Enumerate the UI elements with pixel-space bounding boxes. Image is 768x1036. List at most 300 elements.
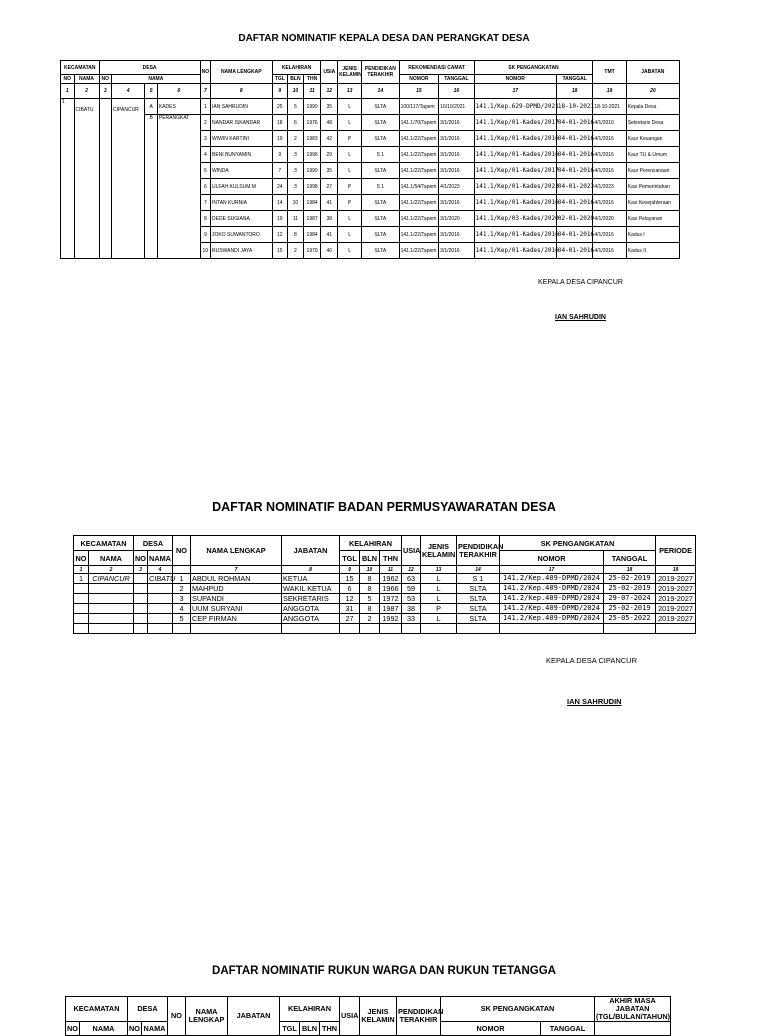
cell-periode: 2019-2027: [656, 594, 696, 604]
col-desa-nama: NAMA: [112, 75, 201, 84]
cell-bln: 2: [360, 614, 380, 624]
cell-sk-no: 141.2/Kep.409-DPMD/2024: [500, 574, 604, 584]
empty-cell: [656, 624, 696, 634]
col-sk-tanggal: TANGGAL: [541, 1022, 595, 1036]
cell-sk-tgl: 04-01-2016: [556, 227, 592, 243]
cell-sk-no: 141.1/Kep/01-Kades/2016: [474, 131, 556, 147]
col-akhir-masa: AKHIR MASA JABATAN (TGL/BULAN/TAHUN): [596, 996, 671, 1021]
col-desa: DESA: [99, 61, 200, 75]
col-bln: BLN: [360, 551, 380, 566]
cell-usia: 63: [402, 574, 421, 584]
row-no: 10: [200, 243, 210, 259]
empty-cell: [148, 604, 173, 614]
empty-cell: [134, 614, 148, 624]
cell-usia: 41: [321, 227, 338, 243]
column-number: 18: [604, 566, 656, 574]
cell-thn: 1984: [303, 227, 321, 243]
table-row: [74, 584, 696, 594]
column-number: 13: [338, 84, 362, 99]
doc1-sign-title: KEPALA DESA CIPANCUR: [538, 279, 623, 286]
rt-rw-table: [65, 996, 671, 1036]
empty-cell: [74, 614, 89, 624]
row-nama: DEDE SUGIANA: [211, 211, 272, 227]
empty-cell: [134, 604, 148, 614]
cell-sk-tgl: 25-02-2019: [604, 584, 656, 594]
col-periode: PERIODE: [656, 536, 696, 566]
row-nama: BENI BUNYAMIN: [211, 147, 272, 163]
cell-jk: L: [421, 614, 457, 624]
column-number: 5: [145, 84, 158, 99]
empty-cell: [148, 624, 173, 634]
cell-jabatan: Kaur Perencanaan: [626, 163, 679, 179]
column-number: 11: [380, 566, 402, 574]
col-kelahiran: KELAHIRAN: [280, 997, 340, 1022]
cell-tgl: 19: [272, 131, 288, 147]
group-label: PERANGKAT: [157, 115, 200, 259]
col-tmt: TMT: [593, 61, 626, 84]
desa-nama: CIBATU: [149, 574, 176, 583]
col-desa-nama: NAMA: [142, 1022, 168, 1036]
cell-sk-no: 141.2/Kep.409-DPMD/2024: [500, 594, 604, 604]
cell-pend: SLTA: [362, 99, 400, 115]
cell-rek-no: 141.1/22/Tapem: [399, 163, 439, 179]
cell-usia: 46: [321, 243, 338, 259]
cell-pend: SLTA: [362, 163, 400, 179]
cell-sk-no: 141.2/Kep.409-DPMD/2024: [500, 614, 604, 624]
group-letter: A: [145, 99, 158, 115]
cell-no: 3: [173, 594, 191, 604]
cell-thn: 1984: [303, 195, 321, 211]
empty-cell: [89, 624, 134, 634]
cell-thn: 1979: [303, 243, 321, 259]
col-sk: SK PENGANGKATAN: [500, 536, 656, 551]
column-number: 11: [303, 84, 321, 99]
cell-jabatan: SEKRETARIS: [282, 594, 340, 604]
column-number: 19: [656, 566, 696, 574]
empty-cell: [191, 624, 282, 634]
cell-periode: 2019-2027: [656, 604, 696, 614]
cell-tgl: 15: [272, 243, 288, 259]
col-tgl: TGL: [272, 75, 288, 84]
col-desa-no: NO: [128, 1022, 142, 1036]
cell-sk-no: 141.1/Kep/01-Kades/2017: [474, 163, 556, 179]
col-pendidikan: PENDIDIKAN TERAKHIR: [362, 61, 400, 84]
cell-jk: L: [338, 147, 362, 163]
cell-tgl: 15: [340, 574, 360, 584]
cell-rek-tgl: 3/1/2016: [439, 163, 474, 179]
cell-sk-no: 141.1/Kep/01-Kades/2016: [474, 195, 556, 211]
cell-pend: SLTA: [362, 211, 400, 227]
cell-rek-no: 141.1/22/Tapem: [399, 131, 439, 147]
cell-nama: SUPANDI: [191, 594, 282, 604]
cell-jk: L: [421, 594, 457, 604]
row-no: 5: [200, 163, 210, 179]
cell-bln: 8: [288, 227, 304, 243]
cell-bln: 5: [360, 594, 380, 604]
column-number: 10: [360, 566, 380, 574]
empty-cell: [74, 584, 89, 594]
cell-thn: 1992: [380, 614, 402, 624]
row-no: 6: [200, 179, 210, 195]
row-nama: RUSWANDI JAYA: [211, 243, 272, 259]
empty-cell: [380, 624, 402, 634]
column-number: 2: [74, 84, 99, 99]
col-kec-no: NO: [74, 551, 89, 566]
cell-rek-no: 141.1/22/Tapem: [399, 243, 439, 259]
cell-jk: L: [338, 99, 362, 115]
column-number: 9: [272, 84, 288, 99]
col-pendidikan: PENDIDIKAN TERAKHIR: [457, 536, 500, 566]
cell-sk-no: 141.1/Kep.629-DPMD/2021: [474, 99, 556, 115]
empty-cell: [74, 594, 89, 604]
cell-rek-tgl: 16/10/2021: [439, 99, 474, 115]
perangkat-desa-table: [60, 60, 680, 259]
cell-tgl: 24: [272, 179, 288, 195]
cell-pend: S 1: [457, 574, 500, 584]
col-jenis-kelamin: JENIS KELAMIN: [421, 536, 457, 566]
column-number: 7: [200, 84, 210, 99]
cell-thn: 1983: [303, 131, 321, 147]
col-kec-nama: NAMA: [80, 1022, 128, 1036]
row-no: 8: [200, 211, 210, 227]
cell-nama: UUM SURYANI: [191, 604, 282, 614]
empty-cell: [89, 594, 134, 604]
col-jabatan: JABATAN: [282, 536, 340, 566]
col-jabatan: JABATAN: [228, 997, 280, 1036]
col-jabatan: JABATAN: [626, 61, 679, 84]
empty-cell: [421, 624, 457, 634]
cell-jabatan: KETUA: [282, 574, 340, 584]
cell-pend: SLTA: [362, 131, 400, 147]
cell-usia: 33: [402, 614, 421, 624]
cell-no: 2: [173, 584, 191, 594]
column-number: 8: [282, 566, 340, 574]
cell-sk-tgl: 04-01-2016: [556, 163, 592, 179]
column-number: 14: [457, 566, 500, 574]
kecamatan-no: 1: [74, 574, 89, 584]
cell-pend: SLTA: [362, 243, 400, 259]
table-row: [74, 574, 696, 584]
col-jenis-kelamin: JENIS KELAMIN: [338, 61, 362, 84]
cell-pend: SLTA: [457, 594, 500, 604]
col-pendidikan: PENDIDIKAN TERAKHIR: [397, 997, 441, 1036]
kecamatan-nama: CIPANCUR: [89, 574, 134, 584]
cell-sk-tgl: 18-10-2021: [556, 99, 592, 115]
cell-tmt: 4/1/2016: [593, 147, 626, 163]
col-nama-lengkap: NAMA LENGKAP: [191, 536, 282, 566]
doc2-sign-name: IAN SAHRUDIN: [567, 697, 622, 706]
row-no: 4: [200, 147, 210, 163]
cell-tgl: 18: [272, 115, 288, 131]
column-number: 3: [99, 84, 112, 99]
cell-rek-no: 100/117/Tapem: [399, 99, 439, 115]
table-row: [61, 99, 680, 115]
empty-cell: [74, 624, 89, 634]
cell-jk: L: [338, 163, 362, 179]
col-desa: DESA: [134, 536, 173, 551]
row-no: 2: [200, 115, 210, 131]
empty-cell: [134, 624, 148, 634]
cell-sk-no: 141.1/Kep/03-Kades/2020: [474, 211, 556, 227]
cell-rek-tgl: 3/1/2016: [439, 115, 474, 131]
row-nama: WIWIN KARTINI: [211, 131, 272, 147]
cell-thn: 1972: [380, 594, 402, 604]
column-number: 1: [61, 84, 75, 99]
row-nama: INTAN KURNIA: [211, 195, 272, 211]
cell-jabatan: Sekretaris Desa: [626, 115, 679, 131]
col-rek-nomor: NOMOR: [399, 75, 439, 84]
cell-bln: 8: [360, 604, 380, 614]
cell-bln: 3: [288, 163, 304, 179]
row-no: 9: [200, 227, 210, 243]
cell-thn: 1966: [380, 584, 402, 594]
doc3-title: DAFTAR NOMINATIF RUKUN WARGA DAN RUKUN TETANGGA: [212, 965, 556, 977]
empty-cell: [134, 594, 148, 604]
empty-cell: [89, 584, 134, 594]
column-number: 8: [211, 84, 272, 99]
cell-rek-no: 141.1/22/Tapem: [399, 147, 439, 163]
cell-pend: SLTA: [457, 584, 500, 594]
cell-jk: P: [338, 131, 362, 147]
cell-jk: L: [338, 115, 362, 131]
cell-sk-no: 141.1/Kep/01-Kades/2016: [474, 227, 556, 243]
cell-jabatan: Kasi Pelayanan: [626, 211, 679, 227]
col-tgl: TGL: [340, 551, 360, 566]
table-row: [74, 604, 696, 614]
column-number: 10: [288, 84, 304, 99]
group-letter: B: [145, 115, 158, 259]
cell-jabatan: Kadus I: [626, 227, 679, 243]
cell-tgl: 9: [272, 147, 288, 163]
table-row-empty: [74, 624, 696, 634]
col-usia: USIA: [340, 997, 360, 1036]
cell-nama: CEP FIRMAN: [191, 614, 282, 624]
cell-no: 1: [173, 574, 191, 584]
col-nama-lengkap: NAMA LENGKAP: [211, 61, 272, 84]
empty-cell: [282, 624, 340, 634]
empty-cell: [500, 624, 604, 634]
cell-tgl: 6: [340, 584, 360, 594]
col-no: NO: [200, 61, 210, 84]
doc1-sign-name: IAN SAHRUDIN: [555, 314, 606, 321]
cell-tgl: 31: [340, 604, 360, 614]
col-desa-no: NO: [99, 75, 112, 84]
cell-sk-tgl: 25-05-2022: [604, 614, 656, 624]
cell-periode: 2019-2027: [656, 584, 696, 594]
desa-nama: CIPANCUR: [112, 99, 145, 259]
cell-thn: 1976: [303, 115, 321, 131]
column-number: 12: [321, 84, 338, 99]
cell-sk-no: 141.1/Kep/01-Kades/2017: [474, 115, 556, 131]
column-number: 19: [593, 84, 626, 99]
col-sk-nomor: NOMOR: [441, 1022, 541, 1036]
table-row: [74, 594, 696, 604]
cell-rek-tgl: 4/1/2023: [439, 179, 474, 195]
cell-tgl: 19: [272, 211, 288, 227]
col-kecamatan: KECAMATAN: [74, 536, 134, 551]
cell-sk-tgl: 04-01-2016: [556, 243, 592, 259]
empty-cell: [360, 624, 380, 634]
col-desa-no: NO: [134, 551, 148, 566]
column-number: 15: [399, 84, 439, 99]
col-kec-nama: NAMA: [89, 551, 134, 566]
column-number: 4: [112, 84, 145, 99]
empty-cell: [340, 624, 360, 634]
col-desa: DESA: [128, 997, 168, 1022]
cell-jk: L: [338, 243, 362, 259]
column-number: 18: [556, 84, 592, 99]
cell-bln: 11: [288, 211, 304, 227]
empty-cell: [148, 594, 173, 604]
col-sk-nomor: NOMOR: [500, 551, 604, 566]
cell-bln: 5: [288, 99, 304, 115]
cell-sk-tgl: 29-07-2024: [604, 594, 656, 604]
kecamatan-no: 1: [61, 99, 75, 259]
cell-periode: 2019-2027: [656, 614, 696, 624]
column-number: 9: [340, 566, 360, 574]
cell-sk-no: 141.1/Kep/01-Kades/2016: [474, 147, 556, 163]
col-kec-no: NO: [66, 1022, 80, 1036]
cell-usia: 59: [402, 584, 421, 594]
cell-jabatan: WAKIL KETUA: [282, 584, 340, 594]
table-row: [74, 614, 696, 624]
column-number: 14: [362, 84, 400, 99]
cell-tmt: 4/1/2016: [593, 243, 626, 259]
cell-usia: 42: [321, 131, 338, 147]
col-kelahiran: KELAHIRAN: [272, 61, 321, 75]
row-no: 3: [200, 131, 210, 147]
cell-usia: 48: [321, 115, 338, 131]
cell-tgl: 12: [340, 594, 360, 604]
cell-bln: 3: [288, 147, 304, 163]
cell-tmt: 4/1/2023: [593, 179, 626, 195]
col-thn: THN: [380, 551, 402, 566]
desa-no: [134, 574, 148, 584]
cell-jabatan: Kadus II: [626, 243, 679, 259]
col-rek-tanggal: TANGGAL: [439, 75, 474, 84]
cell-sk-no: 141.1/Kep/01-Kades/2016: [474, 243, 556, 259]
cell-usia: 35: [321, 99, 338, 115]
col-usia: USIA: [402, 536, 421, 566]
column-number: 6: [157, 84, 200, 99]
cell-thn: 1990: [303, 163, 321, 179]
cell-bln: 3: [288, 179, 304, 195]
cell-nama: ABDUL ROHMAN: [191, 574, 282, 584]
empty-cell: [89, 604, 134, 614]
cell-tgl: 7: [272, 163, 288, 179]
bpd-table: [73, 535, 696, 634]
cell-bln: 2: [288, 131, 304, 147]
cell-sk-no: 141.2/Kep.409-DPMD/2024: [500, 584, 604, 594]
cell-sk-tgl: 02-01-2020: [556, 211, 592, 227]
cell-jk: L: [421, 584, 457, 594]
col-rekomendasi: REKOMENDASI CAMAT: [399, 61, 474, 75]
cell-bln: 2: [288, 243, 304, 259]
cell-sk-tgl: 04-01-2016: [556, 195, 592, 211]
column-number-row: [61, 84, 680, 99]
col-usia: USIA: [321, 61, 338, 84]
empty-cell: [402, 624, 421, 634]
cell-tmt: 4/1/2016: [593, 163, 626, 179]
cell-usia: 38: [321, 211, 338, 227]
cell-usia: 53: [402, 594, 421, 604]
cell-tmt: 4/1/2016: [593, 131, 626, 147]
row-no: 7: [200, 195, 210, 211]
cell-sk-no: 141.2/Kep.409-DPMD/2024: [500, 604, 604, 614]
row-nama: NANDAR ISKANDAR: [211, 115, 272, 131]
cell-rek-tgl: 3/1/2016: [439, 195, 474, 211]
cell-jk: L: [338, 227, 362, 243]
empty-cell: [148, 584, 173, 594]
cell-rek-no: 141.1/54/Tapem: [399, 179, 439, 195]
row-nama: WINDA: [211, 163, 272, 179]
cell-usia: 29: [321, 147, 338, 163]
column-number: 17: [474, 84, 556, 99]
cell-jabatan: ANGGOTA: [282, 614, 340, 624]
cell-thn: 1998: [303, 179, 321, 195]
col-kec-no: NO: [61, 75, 75, 84]
cell-pend: SLTA: [457, 604, 500, 614]
col-desa-nama: NAMA: [148, 551, 173, 566]
column-number: 13: [421, 566, 457, 574]
cell-tgl: 25: [272, 99, 288, 115]
cell-pend: S 1: [362, 147, 400, 163]
column-number: 1: [74, 566, 89, 574]
cell-usia: 35: [321, 163, 338, 179]
row-nama: IAN SAHRUDIN: [211, 99, 272, 115]
cell-no: 5: [173, 614, 191, 624]
cell-pend: SLTA: [362, 115, 400, 131]
col-no: NO: [173, 536, 191, 566]
column-number: 2: [89, 566, 134, 574]
cell-usia: 38: [402, 604, 421, 614]
cell-thn: 1987: [380, 604, 402, 614]
cell-jabatan: Kaur TU & Umum: [626, 147, 679, 163]
cell-bln: 10: [288, 195, 304, 211]
cell-bln: 6: [288, 115, 304, 131]
cell-rek-tgl: 3/1/2020: [439, 211, 474, 227]
column-number: 7: [191, 566, 282, 574]
col-kec-nama: NAMA: [74, 75, 99, 84]
cell-tmt: 4/1/2020: [593, 211, 626, 227]
cell-sk-no: 141.1/Kep/01-Kades/2023: [474, 179, 556, 195]
cell-rek-tgl: 3/1/2016: [439, 147, 474, 163]
cell-tgl: 14: [272, 195, 288, 211]
cell-tmt: 18-10-2021: [593, 99, 626, 115]
cell-rek-tgl: 3/1/2016: [439, 243, 474, 259]
column-number: 4: [148, 566, 173, 574]
col-sk-tanggal: TANGGAL: [604, 551, 656, 566]
col-akhir-blank: [595, 1022, 671, 1036]
cell-pend: SLTA: [362, 227, 400, 243]
col-tgl: TGL: [280, 1022, 300, 1036]
col-no: NO: [168, 997, 186, 1036]
col-sk-nomor: NOMOR: [474, 75, 556, 84]
col-nama-lengkap: NAMA LENGKAP: [186, 997, 228, 1036]
empty-cell: [173, 624, 191, 634]
doc2-sign-title: KEPALA DESA CIPANCUR: [546, 656, 638, 665]
col-sk: SK PENGANGKATAN: [474, 61, 593, 75]
cell-thn: 1962: [380, 574, 402, 584]
row-nama: JOKO SUWANTORO: [211, 227, 272, 243]
cell-bln: 8: [360, 584, 380, 594]
col-sk: SK PENGANGKATAN: [441, 997, 595, 1022]
cell-sk-tgl: 04-01-2016: [556, 147, 592, 163]
cell-tgl: 12: [272, 227, 288, 243]
cell-jk: P: [421, 604, 457, 614]
cell-jk: P: [338, 179, 362, 195]
cell-rek-no: 141.1/22/Tapem: [399, 211, 439, 227]
